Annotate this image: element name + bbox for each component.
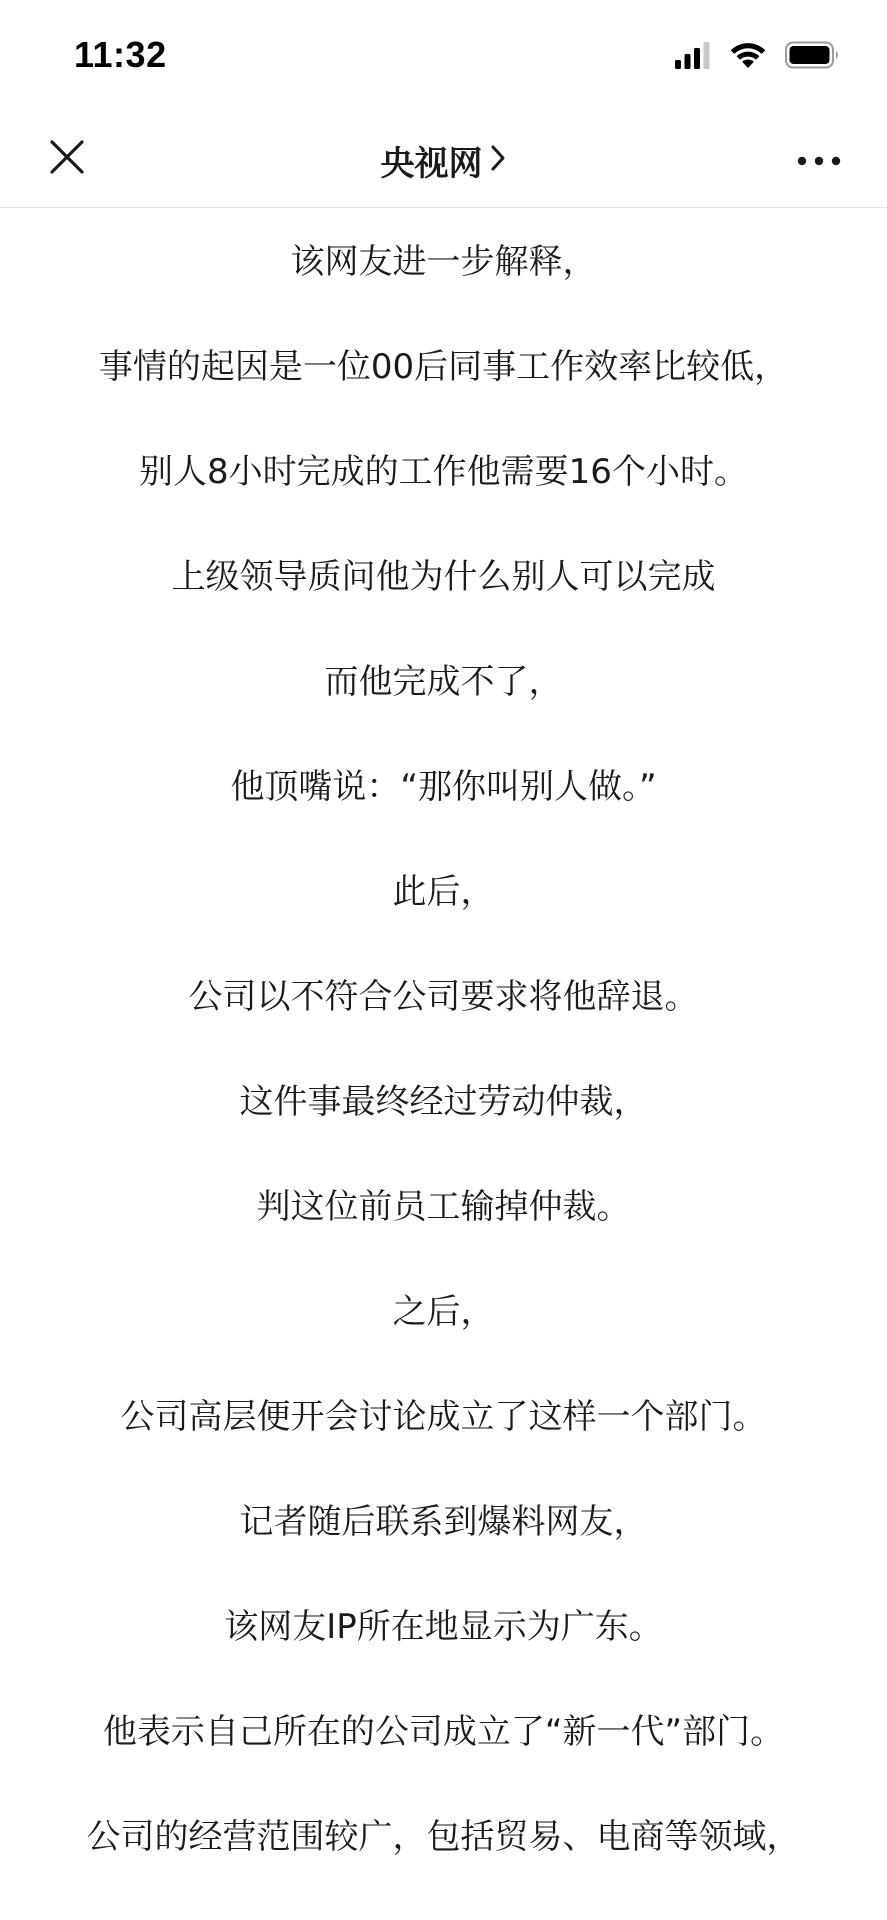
cellular-signal-icon [675, 41, 711, 73]
article-line: 他表示自己所在的公司成立了“新一代”部门。 [102, 1712, 785, 1752]
status-bar [0, 0, 887, 112]
article-line: 该网友IP所在地显示为广东。 [224, 1607, 663, 1647]
article-line: 公司的经营范围较广，包括贸易、电商等领域， [86, 1817, 801, 1857]
article-line: 此后， [392, 872, 495, 912]
article-line: 判这位前员工输掉仲裁。 [256, 1187, 631, 1227]
article-line: 公司高层便开会讨论成立了这样一个部门。 [120, 1397, 767, 1437]
status-icons [675, 40, 841, 74]
article-line: 这件事最终经过劳动仲裁， [239, 1082, 648, 1122]
article-line: 该网友进一步解释， [290, 242, 597, 282]
article-line: 他顶嘴说：“那你叫别人做。” [230, 767, 657, 807]
article-line: 而他完成不了， [324, 662, 563, 702]
more-button[interactable] [791, 140, 847, 180]
article-line: 记者随后联系到爆料网友， [239, 1502, 648, 1542]
article-line: 别人8小时完成的工作他需要16个小时。 [139, 452, 748, 492]
account-title-link[interactable] [0, 136, 887, 184]
battery-icon [785, 41, 841, 73]
page-title: 央视网 [380, 143, 483, 184]
status-time: 11:32 [74, 34, 167, 75]
article-line: 事情的起因是一位00后同事工作效率比较低， [98, 347, 789, 387]
chevron-right-icon [489, 143, 507, 177]
article-line: 公司以不符合公司要求将他辞退。 [188, 977, 699, 1017]
article-line: 之后， [392, 1292, 495, 1332]
wifi-icon [729, 41, 767, 73]
article-line: 上级领导质问他为什么别人可以完成 [171, 557, 716, 597]
nav-bar [0, 112, 887, 208]
more-icon [797, 151, 841, 170]
